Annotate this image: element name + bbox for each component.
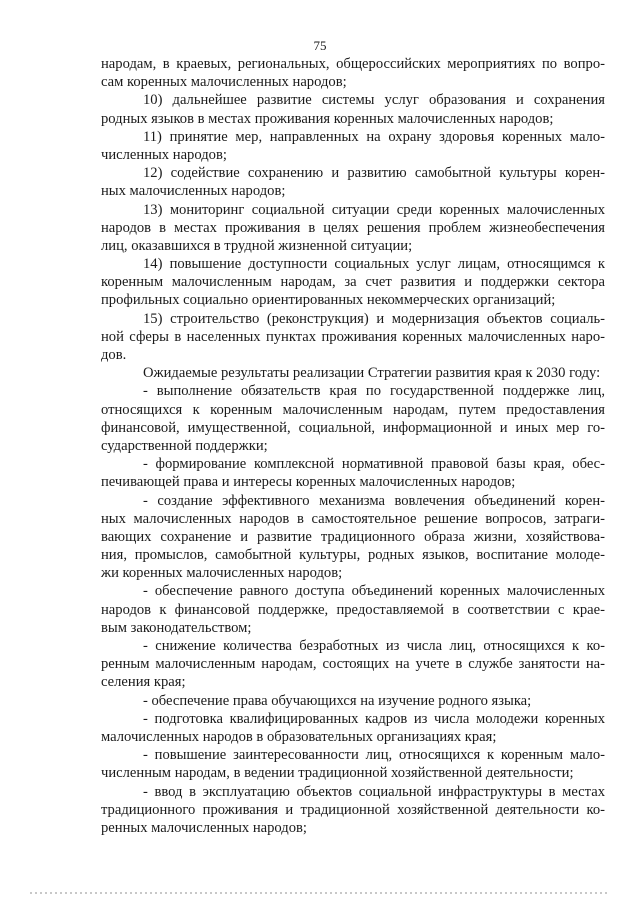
text-line: сам коренных малочисленных народов; [101, 74, 347, 91]
text-line: ных малочисленных народов в самостоятельное решение вопросов, затраги- [101, 510, 605, 527]
text-line: родных языков в местах проживания коренных малочисленных народов; [101, 110, 554, 127]
text-line: ренных малочисленных народов; [101, 819, 307, 836]
text-line: - обеспечение равного доступа объединений коренных малочисленных [143, 583, 605, 600]
text-line: - создание эффективного механизма вовлечения объединений корен- [143, 492, 605, 509]
text-line: лиц, оказавшихся в трудной жизненной ситуации; [101, 237, 413, 254]
text-line: - ввод в эксплуатацию объектов социальной инфраструктуры в местах [143, 783, 605, 800]
page-number: 75 [313, 38, 327, 53]
text-line: ной сферы в населенных пунктах проживания коренных малочисленных наро- [101, 328, 605, 345]
text-line: сударственной поддержки; [101, 437, 268, 454]
text-line: - выполнение обязательств края по государственной поддержке лиц, [143, 383, 605, 400]
text-line: народам, в краевых, региональных, общероссийских мероприятиях по вопро- [101, 56, 605, 72]
text-line: народов к финансовой поддержке, предоставляемой в соответствии с крае- [101, 601, 605, 618]
scan-edge-artifact [30, 892, 610, 894]
text-line: - повышение заинтересованности лиц, относящихся к коренным мало- [143, 747, 605, 764]
text-line: 13) мониторинг социальной ситуации среди коренных малочисленных [143, 201, 605, 218]
text-line: - снижение количества безработных из числа лиц, относящихся к ко- [143, 638, 605, 654]
text-line: финансовой, имущественной, социальной, информационной и иных мер го- [101, 419, 605, 436]
text-line: вающих сохранение и развитие традиционного образа жизни, хозяйствова- [101, 528, 605, 545]
text-line: ренным малочисленным народам, состоящих на учете в службе занятости на- [101, 656, 605, 673]
text-line: - формирование комплексной нормативной правовой базы края, обес- [143, 456, 605, 473]
text-line: селения края; [101, 674, 186, 691]
text-line: профильных социально ориентированных некоммерческих организаций; [101, 292, 556, 309]
text-line: 12) содействие сохранению и развитию самобытной культуры корен- [143, 165, 605, 182]
text-line: ния, промыслов, самобытной культуры, родных языков, воспитание молоде- [101, 547, 605, 564]
text-line: 15) строительство (реконструкция) и модернизация объектов социаль- [143, 310, 605, 327]
text-line: дов. [101, 347, 127, 363]
document-body [101, 55, 605, 837]
text-line: 14) повышение доступности социальных услуг лицам, относящимся к [143, 256, 605, 273]
text-line: коренным малочисленным народам, за счет развития и поддержки сектора [101, 274, 605, 291]
text-line: - подготовка квалифицированных кадров из числа молодежи коренных [143, 710, 605, 727]
text-line: - обеспечение права обучающихся на изучение родного языка; [143, 692, 532, 709]
text-line: традиционного проживания и традиционной хозяйственной деятельности ко- [101, 801, 605, 818]
text-line: жи коренных малочисленных народов; [101, 565, 343, 582]
text-line: вым законодательством; [101, 619, 252, 636]
text-line: печивающей права и интересы коренных малочисленных народов; [101, 474, 516, 491]
text-line: Ожидаемые результаты реализации Стратегии развития края к 2030 году: [143, 365, 601, 382]
text-line: численным народам, в ведении традиционной хозяйственной деятельности; [101, 765, 574, 782]
text-line: малочисленных народов в образовательных организациях края; [101, 728, 497, 745]
text-line: численных народов; [101, 146, 227, 163]
text-line: относящихся к коренным малочисленным народам, путем предоставления [101, 401, 605, 418]
text-line: 10) дальнейшее развитие системы услуг образования и сохранения [143, 92, 605, 109]
text-line: 11) принятие мер, направленных на охрану здоровья коренных мало- [143, 128, 605, 145]
text-line: народов в местах проживания в целях решения проблем жизнеобеспечения [101, 219, 605, 236]
text-line: ных малочисленных народов; [101, 183, 286, 200]
